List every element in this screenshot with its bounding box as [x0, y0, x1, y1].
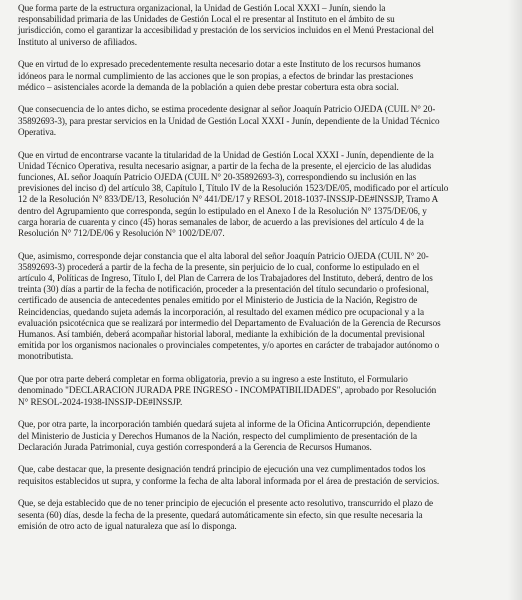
paragraph-3: Que consecuencia de lo antes dicho, se estima procedente designar al señor Joaquín Patricio OJEDA (CUIL N° 20- 35892693-3), para prestar servicios en la Unidad de Gestión Local XXXI - Junín, dependiente de la Unidad Técnico Operativa.: [18, 104, 440, 137]
paragraph-6: Que por otra parte deberá completar en forma obligatoria, previo a su ingreso a este Instituto, el Formulario denominado "DECLARACION JURADA PRE INGRESO - INCOMPATIBILIDADES", aprobado por Resolución N° RESOL-2024-1938-INSSJP-DE#INSSJP.: [18, 374, 437, 407]
paragraph-4: Que en virtud de encontrarse vacante la titularidad de la Unidad de Gestión Local XXXI - Junín, dependiente de la Unidad Técnico Operativa, resulta necesario asignar, a partir de la fecha de la presente, el ejercicio de las aludidas funciones, AL señor Joaquín Patricio OJEDA (CUIL N° 20-35892693-3), correspondiendo su inclusión en las previsiones del inciso d) del artículo 38, Capítulo I, Título IV de la Resolución 1523/DE/05, modificado por el artículo 12 de la Resolución N° 833/DE/13, Resolución N° 441/DE/17 y RESOL 2018-1037-INSSJP-DE#INSSJP, Tramo A dentro del Agrupamiento que corresponda, según lo estipulado en el Anexo I de la Resolución N° 1375/DE/06, y carga horaria de cuarenta y cinco (45) horas semanales de labor, de acuerdo a las previsiones del artículo 4 de la Resolución N° 712/DE/06 y Resolución N° 1002/DE/07.: [18, 149, 449, 238]
document-body: [0, 3, 512, 543]
paragraph-9: Que, se deja establecido que de no tener principio de ejecución el presente acto resolutivo, transcurrido el plazo de sesenta (60) días, desde la fecha de la presente, quedará automáticamente sin efecto, sin que resulte necesaria la emisión de otro acto de igual naturaleza que así lo disponga.: [18, 498, 434, 531]
paragraph-2: Que en virtud de lo expresado precedentemente resulta necesario dotar a este Instituto de los recursos humanos idóneos para le normal cumplimiento de las acciones que le son propias, a efectos de brindar las prestaciones médico – asistenciales acorde la demanda de la población a quien debe prestar cobertura esta obra social.: [18, 59, 421, 92]
paragraph-1: Que forma parte de la estructura organizacional, la Unidad de Gestión Local XXXI – Junín, siendo la responsabilidad primaria de las Unidades de Gestión Local el re presentar al Instituto en el ámbito de su jurisdicción, como el garantizar la accesibilidad y prestación de los servicios incluidos en el Menú Prestacional del Instituto al universo de afiliados.: [18, 3, 434, 47]
paragraph-8: Que, cabe destacar que, la presente designación tendrá principio de ejecución una vez cumplimentados todos los requisitos establecidos ut supra, y conforme la fecha de alta laboral informada por el área de prestación de servicios.: [18, 464, 440, 486]
paragraph-7: Que, por otra parte, la incorporación también quedará sujeta al informe de la Oficina Anticorrupción, dependiente del Ministerio de Justicia y Derechos Humanos de la Nación, respecto del cumplimiento de presentación de la Declaración Jurada Patrimonial, cuya gestión corresponderá a la Gerencia de Recursos Humanos.: [18, 419, 431, 452]
page-edge-shadow: [508, 0, 522, 600]
paragraph-5: Que, asimismo, corresponde dejar constancia que el alta laboral del señor Joaquín Patricio OJEDA (CUIL N° 20- 35892693-3) procederá a partir de la fecha de la presente, sin perjuicio de lo cual, conforme lo estipulado en el artículo 4, Políticas de Ingreso, Título I, del Plan de Carrera de los Trabajadores del Instituto, deberá, dentro de los treinta (30) días a partir de la fecha de notificación, proceder a la presentación del título secundario o profesional, certificado de ausencia de antecedentes penales emitido por el Ministerio de Justicia de la Nación, Registro de Reincidencias, quedando sujeta además la incorporación, al resultado del examen médico pre ocupacional y a la evaluación psicotécnica que se realizará por intermedio del Departamento de Evaluación de la Gerencia de Recursos Humanos. Así también, deberá acompañar historial laboral, mediante la exhibición de la documental previsional emitida por los organismos nacionales o provinciales competentes, y/o aportes en carácter de trabajador autónomo o monotributista.: [18, 250, 441, 362]
